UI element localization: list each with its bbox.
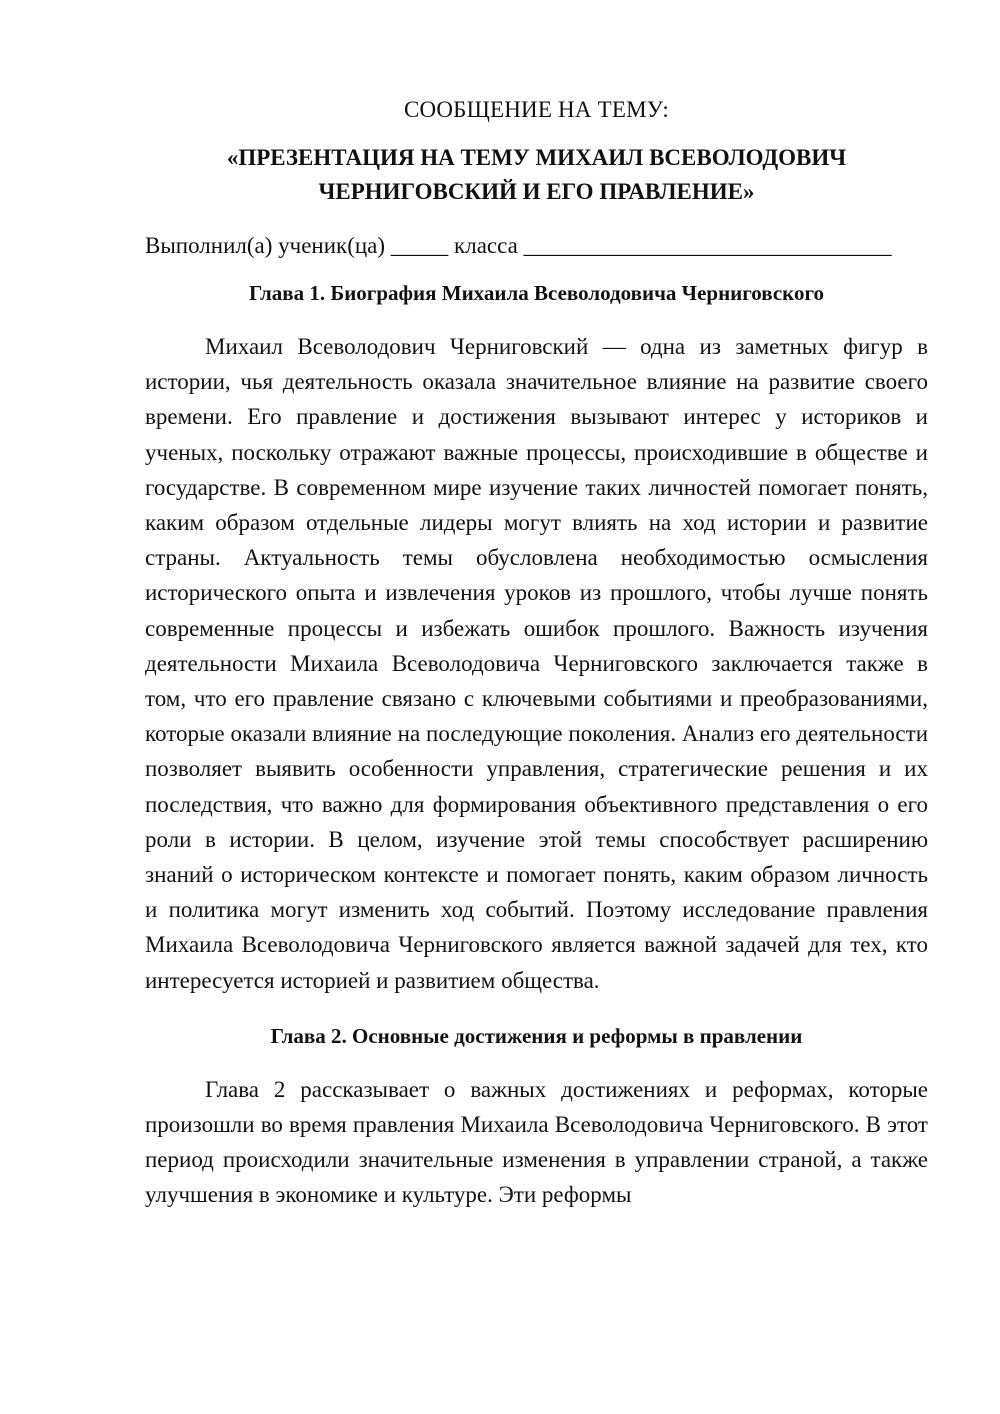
document-title-line-1: «ПРЕЗЕНТАЦИЯ НА ТЕМУ МИХАИЛ ВСЕВОЛОДОВИЧ (226, 145, 847, 170)
author-line: Выполнил(а) ученик(ца) _____ класса ________________________________ (145, 233, 892, 258)
chapter-1-paragraph: Михаил Всеволодович Черниговский — одна из заметных фигур в истории, чья деятельность оказала значительное влияние на развитие своего времени. Его правление и достижения вызывают интерес у историков и ученых, поскольку отражают важные процессы, происходившие в обществе и государстве. В современном мире изучение таких личностей помогает понять, каким образом отдельные лидеры могут влиять на ход истории и развитие страны. Актуальность темы обусловлена необходимостью осмысления исторического опыта и извлечения уроков из прошлого, чтобы лучше понять современные процессы и избежать ошибок прошлого. Важность изучения деятельности Михаила Всеволодовича Черниговского заключается также в том, что его правление связано с ключевыми событиями и преобразованиями, которые оказали влияние на последующие поколения. Анализ его деятельности позволяет выявить особенности управления, стратегические решения и их последствия, что важно для формирования объективного представления о его роли в истории. В целом, изучение этой темы способствует расширению знаний о историческом контексте и помогает понять, каким образом личность и политика могут изменить ход событий. Поэтому исследование правления Михаила Всеволодовича Черниговского является важной задачей для тех, кто интересуется историей и развитием общества. (145, 334, 928, 993)
chapter-1-heading: Глава 1. Биография Михаила Всеволодовича Черниговского (248, 281, 825, 305)
chapter-2-heading: Глава 2. Основные достижения и реформы в правлении (270, 1023, 803, 1048)
document-title-line-2: ЧЕРНИГОВСКИЙ И ЕГО ПРАВЛЕНИЕ» (318, 179, 755, 204)
document-title (145, 141, 928, 209)
document-kicker: СООБЩЕНИЕ НА ТЕМУ: (404, 97, 669, 122)
chapter-2-paragraph: Глава 2 рассказывает о важных достижениях и реформах, которые произошли во время правления Михаила Всеволодовича Черниговского. В этот период происходили значительные изменения в управлении страной, а также улучшения в экономике и культуре. Эти реформы (145, 1076, 928, 1208)
document-body (145, 93, 928, 1213)
